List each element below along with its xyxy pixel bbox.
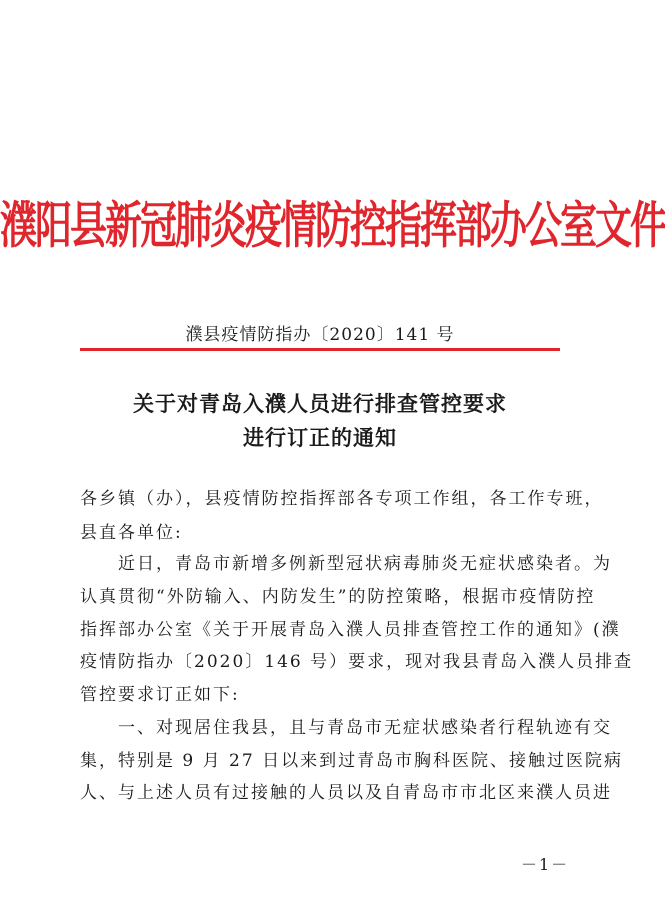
notice-title-line-1: 关于对青岛入濮人员进行排查管控要求 [133,391,507,416]
document-number: 濮县疫情防指办〔2020〕141 号 [185,325,455,345]
red-divider-line [80,348,560,351]
body-line: 认真贯彻“外防输入、内防发生”的防控策略，根据市疫情防控 [80,587,596,607]
body-line: 各乡镇（办），县疫情防控指挥部各专项工作组，各工作专班， [80,489,604,509]
body-line: 县直各单位: [80,523,183,543]
body-line: 指挥部办公室《关于开展青岛入濮人员排查管控工作的通知》(濮 [80,620,621,640]
body-line: 近日，青岛市新增多例新型冠状病毒肺炎无症状感染者。为 [80,554,612,574]
body-line: 管控要求订正如下: [80,685,240,705]
notice-title-line-2: 进行订正的通知 [243,425,397,450]
body-line: 人、与上述人员有过接触的人员以及自青岛市市北区来濮人员进 [80,783,612,803]
org-header-title: 濮阳县新冠肺炎疫情防控指挥部办公室文件 [0,196,665,255]
body-line: 一、对现居住我县，且与青岛市无症状感染者行程轨迹有交 [80,718,612,738]
body-line: 集，特别是 9 月 27 日以来到过青岛市胸科医院、接触过医院病 [80,751,624,771]
page-number: －1－ [521,855,570,874]
body-line: 疫情防指办〔2020〕146 号）要求，现对我县青岛入濮人员排查 [80,652,634,672]
